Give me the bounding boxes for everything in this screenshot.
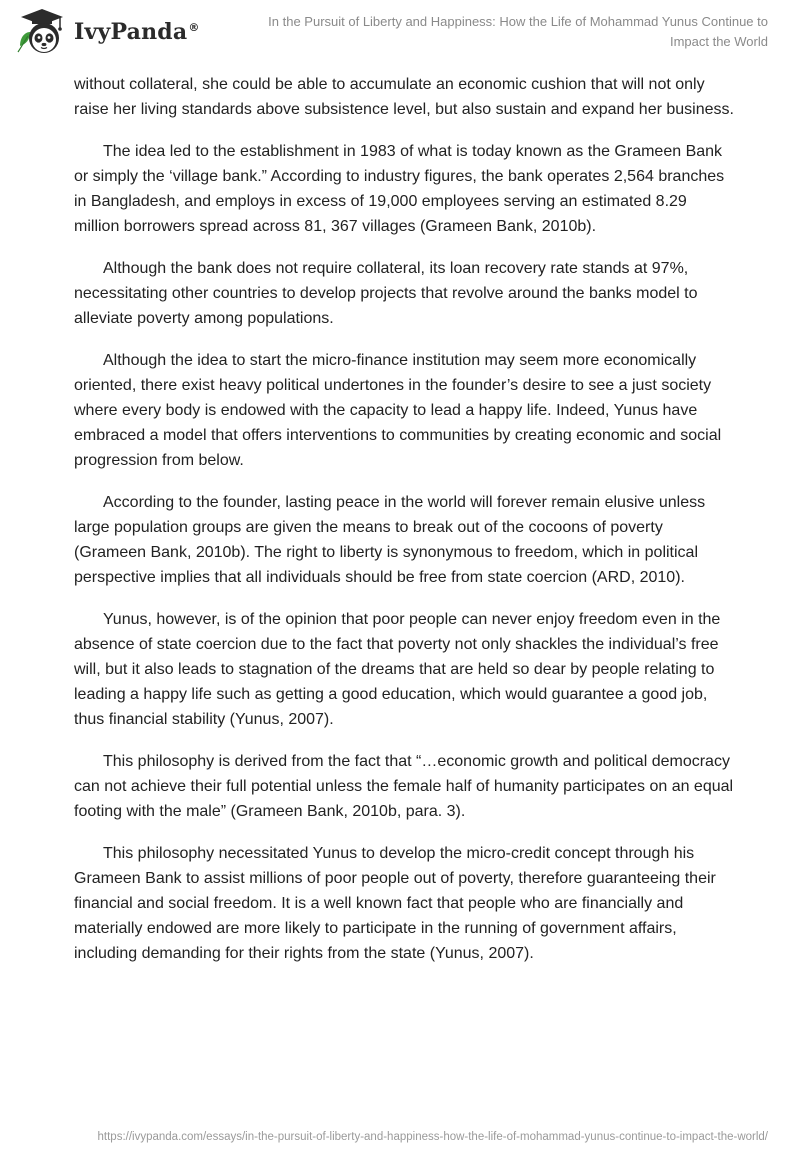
- essay-body: [74, 72, 734, 983]
- panda-logo-icon: [16, 6, 68, 58]
- paragraph: The idea led to the establishment in 1983 of what is today known as the Grameen Bank or simply the ‘village bank.” According to industry figures, the bank operates 2,564 branches in Bangladesh, and employs in excess of 19,000 employees serving an estimated 8.29 million borrowers spread across 81, 367 villages (Grameen Bank, 2010b).: [74, 143, 725, 235]
- source-url[interactable]: https://ivypanda.com/essays/in-the-pursuit-of-liberty-and-happiness-how-the-life-of-mohammad-yunus-continue-to-impact-the-world/: [97, 1131, 768, 1143]
- paragraph: Although the idea to start the micro-finance institution may seem more economically oriented, there exist heavy political undertones in the founder’s desire to see a just society where every body is endowed with the capacity to lead a happy life. Indeed, Yunus have embraced a model that offers interventions to communities by creating economic and social progression from below.: [74, 352, 722, 469]
- paragraph: This philosophy is derived from the fact that “…economic growth and political democracy can not achieve their full potential unless the female half of humanity participates on an equal footing with the male” (Grameen Bank, 2010b, para. 3).: [74, 753, 734, 820]
- page-header: [0, 0, 800, 62]
- paragraph: Although the bank does not require collateral, its loan recovery rate stands at 97%, necessitating other countries to develop projects that revolve around the banks model to alleviate poverty among populations.: [74, 260, 698, 327]
- brand-name: IvyPanda®: [74, 19, 200, 45]
- ivypanda-logo[interactable]: [16, 6, 216, 58]
- registered-mark: ®: [188, 20, 200, 34]
- paragraph: Yunus, however, is of the opinion that poor people can never enjoy freedom even in the absence of state coercion due to the fact that poverty not only shackles the individual’s free will, but it also leads to stagnation of the dreams that are held so dear by people relating to leading a happy life such as getting a good education, which would guarantee a good job, thus financial stability (Yunus, 2007).: [74, 611, 721, 728]
- paragraph: without collateral, she could be able to accumulate an economic cushion that will not only raise her living standards above subsistence level, but also sustain and expand her business.: [74, 76, 734, 118]
- paragraph: This philosophy necessitated Yunus to develop the micro-credit concept through his Grameen Bank to assist millions of poor people out of poverty, therefore guaranteeing their financial and social freedom. It is a well known fact that people who are financially and materially endowed are more likely to participate in the running of government affairs, including demanding for their rights from the state (Yunus, 2007).: [74, 845, 716, 962]
- paragraph: According to the founder, lasting peace in the world will forever remain elusive unless large population groups are given the means to break out of the cocoons of poverty (Grameen Bank, 2010b). The right to liberty is synonymous to freedom, which in political perspective implies that all individuals should be free from state coercion (ARD, 2010).: [74, 494, 706, 586]
- document-title: In the Pursuit of Liberty and Happiness: How the Life of Mohammad Yunus Continue to Impact the World: [268, 14, 768, 49]
